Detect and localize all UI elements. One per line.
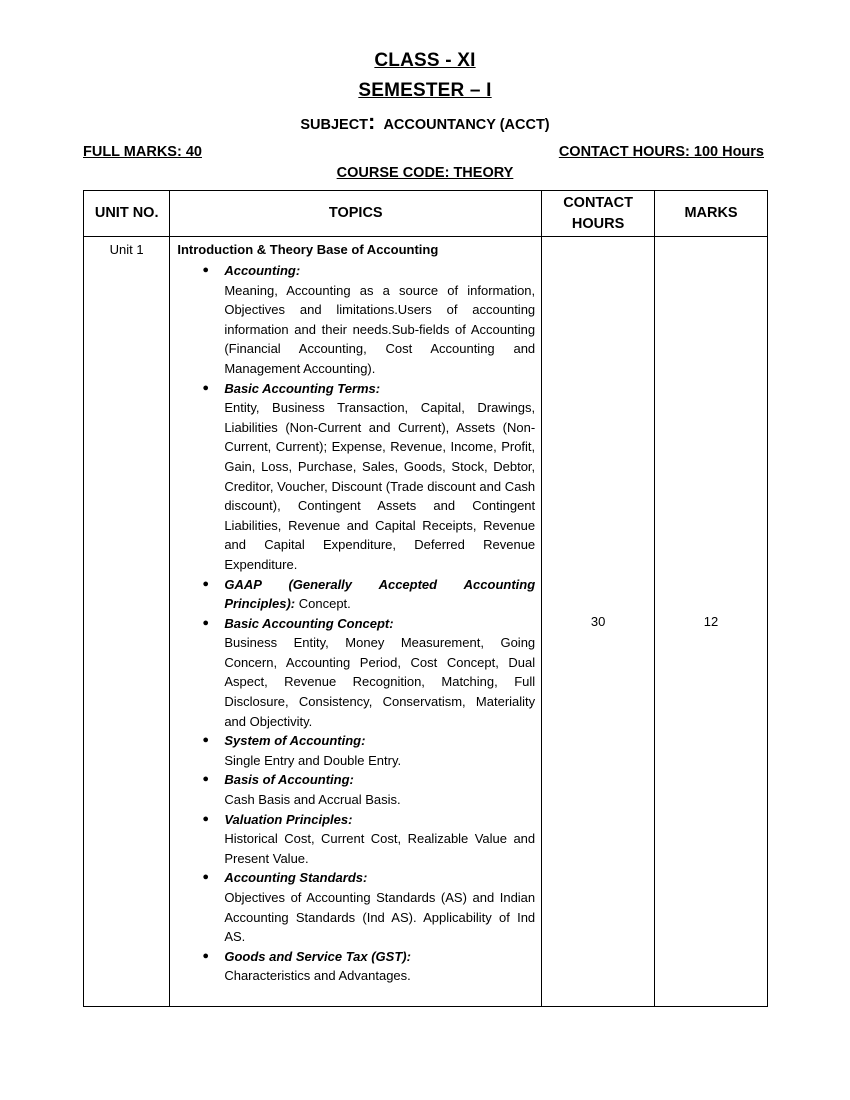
topic-description: Meaning, Accounting as a source of information, Objectives and limitations.Users of accounting information and their needs.Sub-fields of Accounting (Financial Accounting, Cost Accounting and Management Accounting). <box>224 282 536 376</box>
topics-cell <box>170 237 542 1007</box>
topic-description: Characteristics and Advantages. <box>224 968 411 984</box>
list-item <box>202 379 536 575</box>
topic-description: Cash Basis and Accrual Basis. <box>224 792 401 808</box>
header-unit-no: UNIT NO. <box>84 191 170 237</box>
subject-colon: : <box>368 109 376 134</box>
topic-heading: Accounting Standards: <box>224 870 368 886</box>
topic-description: Concept. <box>298 596 351 612</box>
list-item <box>202 810 536 869</box>
subject-line <box>0 109 850 134</box>
table-row <box>84 237 768 1007</box>
bullet-icon: ● <box>202 949 209 962</box>
bullet-icon: ● <box>202 812 209 825</box>
bullet-icon: ● <box>202 381 209 394</box>
header-marks: MARKS <box>655 191 768 237</box>
header-contact-line1: CONTACT <box>563 194 634 211</box>
list-item <box>202 575 536 614</box>
unit-title: Introduction & Theory Base of Accounting <box>177 242 439 257</box>
contact-hours-cell: 30 <box>542 237 655 1007</box>
topic-heading: Basic Accounting Terms: <box>224 380 381 396</box>
topic-heading: System of Accounting: <box>224 733 366 749</box>
bullet-icon: ● <box>202 871 209 884</box>
topic-heading: Goods and Service Tax (GST): <box>224 948 411 964</box>
list-item <box>202 731 535 770</box>
bullet-icon: ● <box>202 264 209 276</box>
topic-description: Historical Cost, Current Cost, Realizable Value and Present Value. <box>224 831 536 866</box>
course-code: COURSE CODE: THEORY <box>336 165 514 181</box>
list-item <box>202 614 536 732</box>
topic-heading: GAAP (Generally Accepted Accounting Principles): <box>224 576 536 612</box>
topic-list <box>177 261 535 986</box>
bullet-icon: ● <box>202 577 209 590</box>
topic-heading: Basis of Accounting: <box>224 772 354 788</box>
header-topics: TOPICS <box>170 191 542 237</box>
list-item <box>202 868 536 946</box>
semester-title: SEMESTER – I <box>358 80 492 101</box>
contact-hours-total: CONTACT HOURS: 100 Hours <box>558 144 764 160</box>
list-item <box>202 261 536 379</box>
bullet-icon: ● <box>202 616 209 629</box>
full-marks: FULL MARKS: 40 <box>83 144 202 160</box>
topic-heading: Valuation Principles: <box>224 811 353 827</box>
bullet-icon: ● <box>202 773 209 786</box>
header-contact-line2: HOURS <box>571 215 625 232</box>
topic-heading: Accounting: <box>224 263 301 278</box>
subject-label: SUBJECT <box>300 117 369 133</box>
topic-description: Business Entity, Money Measurement, Going Concern, Accounting Period, Cost Concept, Dual Aspect, Revenue Recognition, Matching, Full Disclosure, Consistency, Conservatism, Materiality and Objectivity. <box>224 635 536 729</box>
topic-description: Entity, Business Transaction, Capital, Drawings, Liabilities (Non-Current and Current), Assets (Non-Current, Current); Expense, Revenue, Income, Profit, Gain, Loss, Purchase, Sales, Goods, Stock, Debtor, Creditor, Voucher, Discount (Trade discount and Cash discount), Contingent Assets and Contingent Liabilities, Revenue and Capital Receipts, Revenue and Capital Expenditure, Deferred Revenue Expenditure. <box>224 400 536 572</box>
topic-description: Objectives of Accounting Standards (AS) and Indian Accounting Standards (Ind AS). Applicability of Ind AS. <box>224 890 536 945</box>
list-item <box>202 947 535 986</box>
bullet-icon: ● <box>202 734 209 747</box>
table-header-row <box>84 191 768 237</box>
topic-description: Single Entry and Double Entry. <box>224 752 402 768</box>
syllabus-table <box>83 190 768 1007</box>
subject-value: ACCOUNTANCY (ACCT) <box>383 117 550 133</box>
class-title: CLASS - XI <box>374 50 476 71</box>
unit-cell: Unit 1 <box>84 237 170 1007</box>
marks-cell: 12 <box>655 237 768 1007</box>
list-item <box>202 770 535 809</box>
topic-heading: Basic Accounting Concept: <box>224 615 394 631</box>
header-contact-hours <box>542 191 655 237</box>
